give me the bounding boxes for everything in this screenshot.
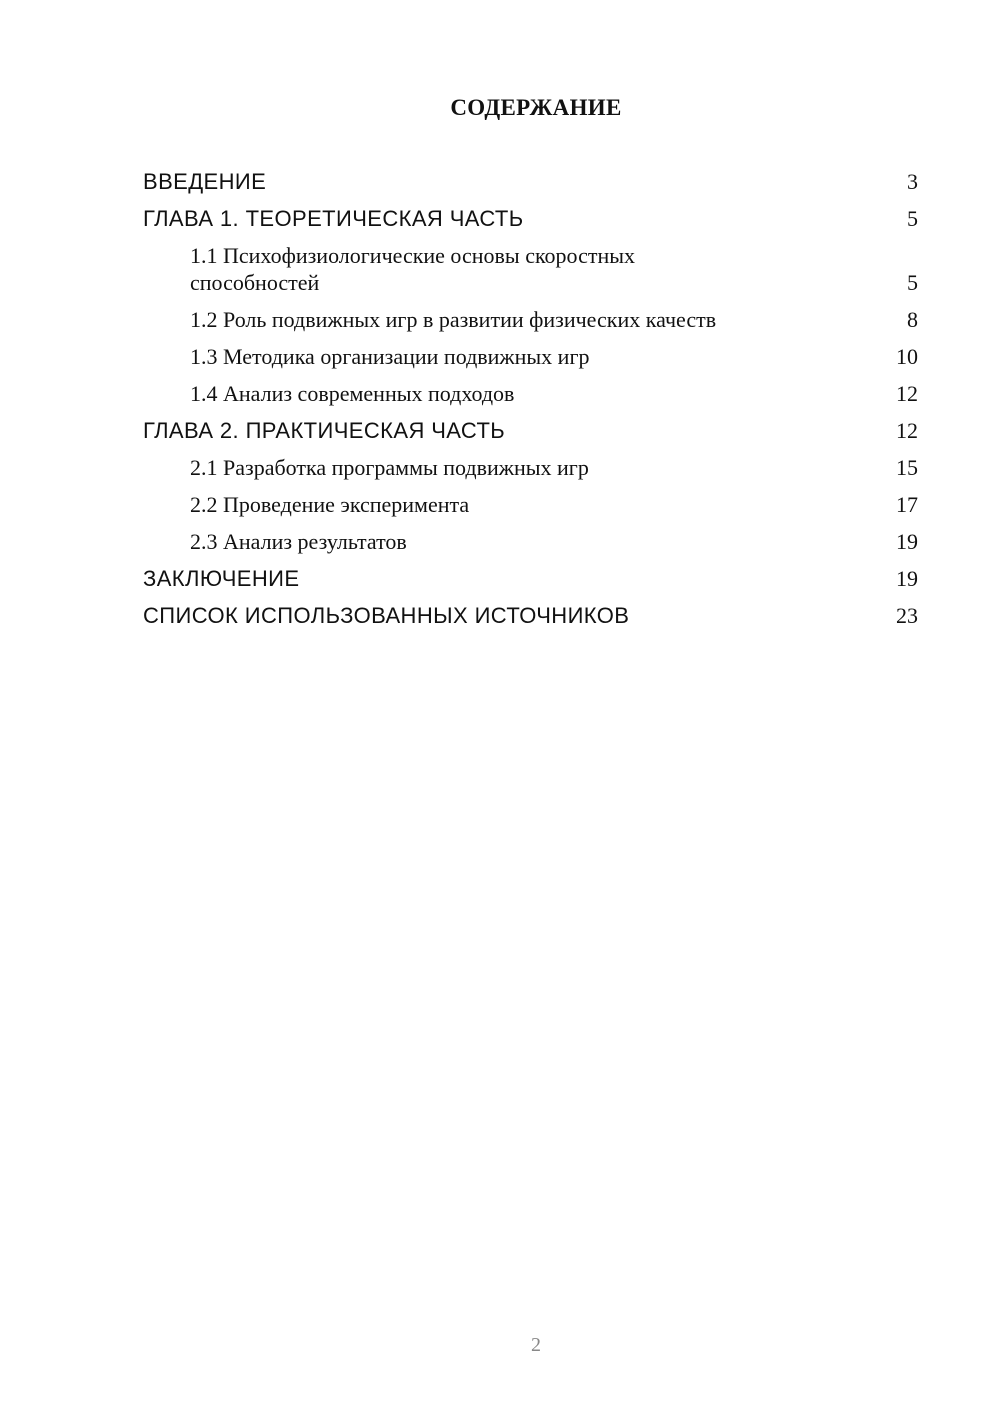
toc-entry-label: 2.2 Проведение эксперимента [190, 492, 470, 517]
toc-entry [143, 602, 918, 629]
toc-entry-label: ЗАКЛЮЧЕНИЕ [143, 566, 300, 591]
toc-entry-page: 19 [896, 566, 918, 591]
page-title: СОДЕРЖАНИЕ [450, 95, 622, 120]
toc-entry [143, 306, 918, 333]
toc-entry [143, 343, 918, 370]
toc-entry-label: ГЛАВА 2. ПРАКТИЧЕСКАЯ ЧАСТЬ [143, 418, 506, 443]
toc-entry-page: 8 [907, 307, 918, 332]
toc-entry-page: 5 [907, 206, 918, 231]
toc-entry-label: 1.2 Роль подвижных игр в развитии физических качеств [190, 307, 717, 332]
toc-entry-page: 10 [896, 344, 918, 369]
toc-entry-page: 5 [907, 270, 918, 295]
table-of-contents [143, 168, 918, 639]
toc-entry [143, 491, 918, 518]
toc-entry-label: 1.4 Анализ современных подходов [190, 381, 515, 406]
toc-entry [143, 242, 918, 296]
toc-entry-label: ВВЕДЕНИЕ [143, 169, 267, 194]
toc-entry-page: 23 [896, 603, 918, 628]
toc-entry-label: СПИСОК ИСПОЛЬЗОВАННЫХ ИСТОЧНИКОВ [143, 603, 630, 628]
toc-entry-page: 17 [896, 492, 918, 517]
toc-entry-page: 12 [896, 418, 918, 443]
toc-entry [143, 565, 918, 592]
toc-entry [143, 380, 918, 407]
page-number: 2 [531, 1334, 541, 1356]
toc-entry-label: 2.1 Разработка программы подвижных игр [190, 455, 589, 480]
toc-entry-page: 19 [896, 529, 918, 554]
toc-entry [143, 528, 918, 555]
toc-entry-page: 15 [896, 455, 918, 480]
toc-entry-label: 1.3 Методика организации подвижных игр [190, 344, 590, 369]
toc-entry-label: 1.1 Психофизиологические основы скоростных способностей [190, 243, 636, 295]
toc-entry-label: ГЛАВА 1. ТЕОРЕТИЧЕСКАЯ ЧАСТЬ [143, 206, 524, 231]
toc-entry-label: 2.3 Анализ результатов [190, 529, 407, 554]
toc-entry-page: 3 [907, 169, 918, 194]
toc-entry [143, 417, 918, 444]
toc-entry [143, 205, 918, 232]
toc-entry [143, 454, 918, 481]
toc-entry-page: 12 [896, 381, 918, 406]
toc-entry [143, 168, 918, 195]
